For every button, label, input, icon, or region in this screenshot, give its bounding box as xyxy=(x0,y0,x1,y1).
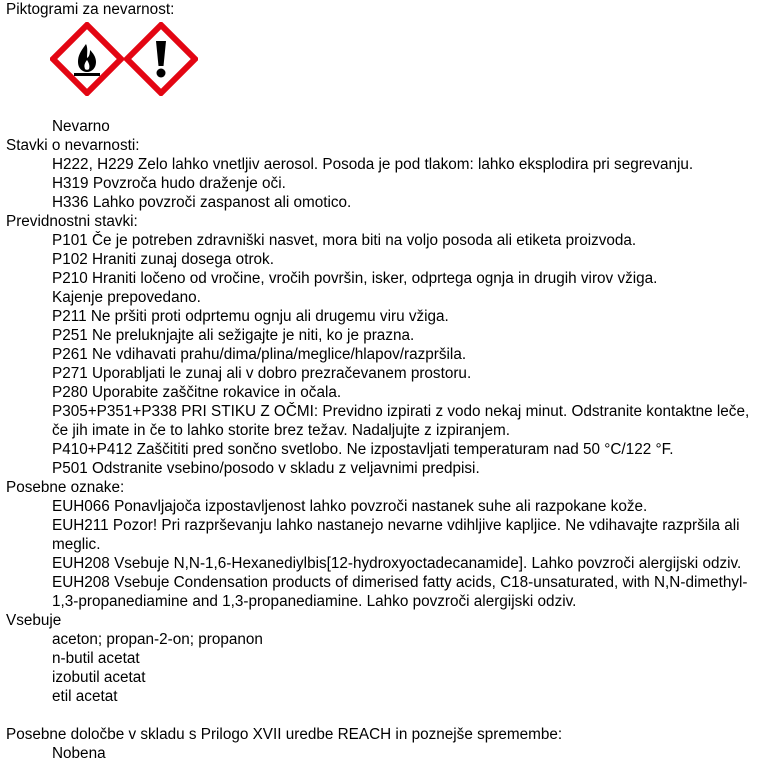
precautionary-statement: P271 Uporabljati le zunaj ali v dobro prezračevanem prostoru. xyxy=(52,365,472,382)
hazard-statement: H336 Lahko povzroči zaspanost ali omotico. xyxy=(52,194,352,211)
special-label: EUH208 Vsebuje Condensation products of dimerised fatty acids, C18-unsaturated, with N,N-dimethyl-1,3-propanediamine and 1,3-propanediamine. Lahko povzroči alergijski odziv. xyxy=(52,574,748,610)
special-label: EUH066 Ponavljajoča izpostavljenost lahko povzroči nastanek suhe ali razpokane kože. xyxy=(52,498,648,515)
hazard-statement: H222, H229 Zelo lahko vnetljiv aerosol. Posoda je pod tlakom: lahko eksplodira pri segrevanju. xyxy=(52,156,694,173)
safety-label-document xyxy=(6,0,758,763)
precautionary-statement: P501 Odstranite vsebino/posodo v skladu z veljavnimi predpisi. xyxy=(52,460,480,477)
hazard-statement: H319 Povzroča hudo draženje oči. xyxy=(52,175,286,192)
special-labels-heading: Posebne oznake: xyxy=(6,479,125,496)
precautionary-statement: P305+P351+P338 PRI STIKU Z OČMI: Previdno izpirati z vodo nekaj minut. Odstranite kontaktne leče, če jih imate in če to lahko storite brez težav. Nadaljujte z izpiranjem. xyxy=(52,403,750,439)
precautionary-statement: Kajenje prepovedano. xyxy=(52,289,201,306)
reach-heading: Posebne določbe v skladu s Prilogo XVII uredbe REACH in poznejše spremembe: xyxy=(6,726,563,743)
special-label: EUH211 Pozor! Pri razprševanju lahko nastanejo nevarne vdihljive kapljice. Ne vdihavajte razpršila ali meglic. xyxy=(52,517,740,553)
hazard-statements-heading: Stavki o nevarnosti: xyxy=(6,137,140,154)
pictograms-heading: Piktogrami za nevarnost: xyxy=(6,1,175,18)
ingredient: izobutil acetat xyxy=(52,669,146,686)
pictogram-row xyxy=(50,22,758,102)
flame-pictogram xyxy=(50,22,124,96)
precautionary-statement: P102 Hraniti zunaj dosega otrok. xyxy=(52,251,274,268)
ingredient: n-butil acetat xyxy=(52,650,140,667)
precautionary-statement: P211 Ne pršiti proti odprtemu ognju ali drugemu viru vžiga. xyxy=(52,308,449,325)
ingredient: aceton; propan-2-on; propanon xyxy=(52,631,263,648)
reach-value: Nobena xyxy=(52,745,106,762)
ingredient: etil acetat xyxy=(52,688,118,705)
precautionary-statements-heading: Previdnostni stavki: xyxy=(6,213,138,230)
section-spacer xyxy=(6,706,758,725)
exclamation-pictogram xyxy=(124,22,198,96)
signal-word: Nevarno xyxy=(52,118,110,135)
precautionary-statement: P101 Če je potreben zdravniški nasvet, mora biti na voljo posoda ali etiketa proizvoda. xyxy=(52,232,637,249)
precautionary-statement: P251 Ne preluknjajte ali sežigajte je niti, ko je prazna. xyxy=(52,327,415,344)
contains-heading: Vsebuje xyxy=(6,612,62,629)
precautionary-statement: P280 Uporabite zaščitne rokavice in očala. xyxy=(52,384,342,401)
precautionary-statement: P261 Ne vdihavati prahu/dima/plina/meglice/hlapov/razpršila. xyxy=(52,346,467,363)
precautionary-statement: P410+P412 Zaščititi pred sončno svetlobo. Ne izpostavljati temperaturam nad 50 °C/122 °F. xyxy=(52,441,674,458)
precautionary-statement: P210 Hraniti ločeno od vročine, vročih površin, isker, odprtega ognja in drugih virov vžiga. xyxy=(52,270,658,287)
special-label: EUH208 Vsebuje N,N-1,6-Hexanediylbis[12-hydroxyoctadecanamide]. Lahko povzroči alergijski odziv. xyxy=(52,555,742,572)
